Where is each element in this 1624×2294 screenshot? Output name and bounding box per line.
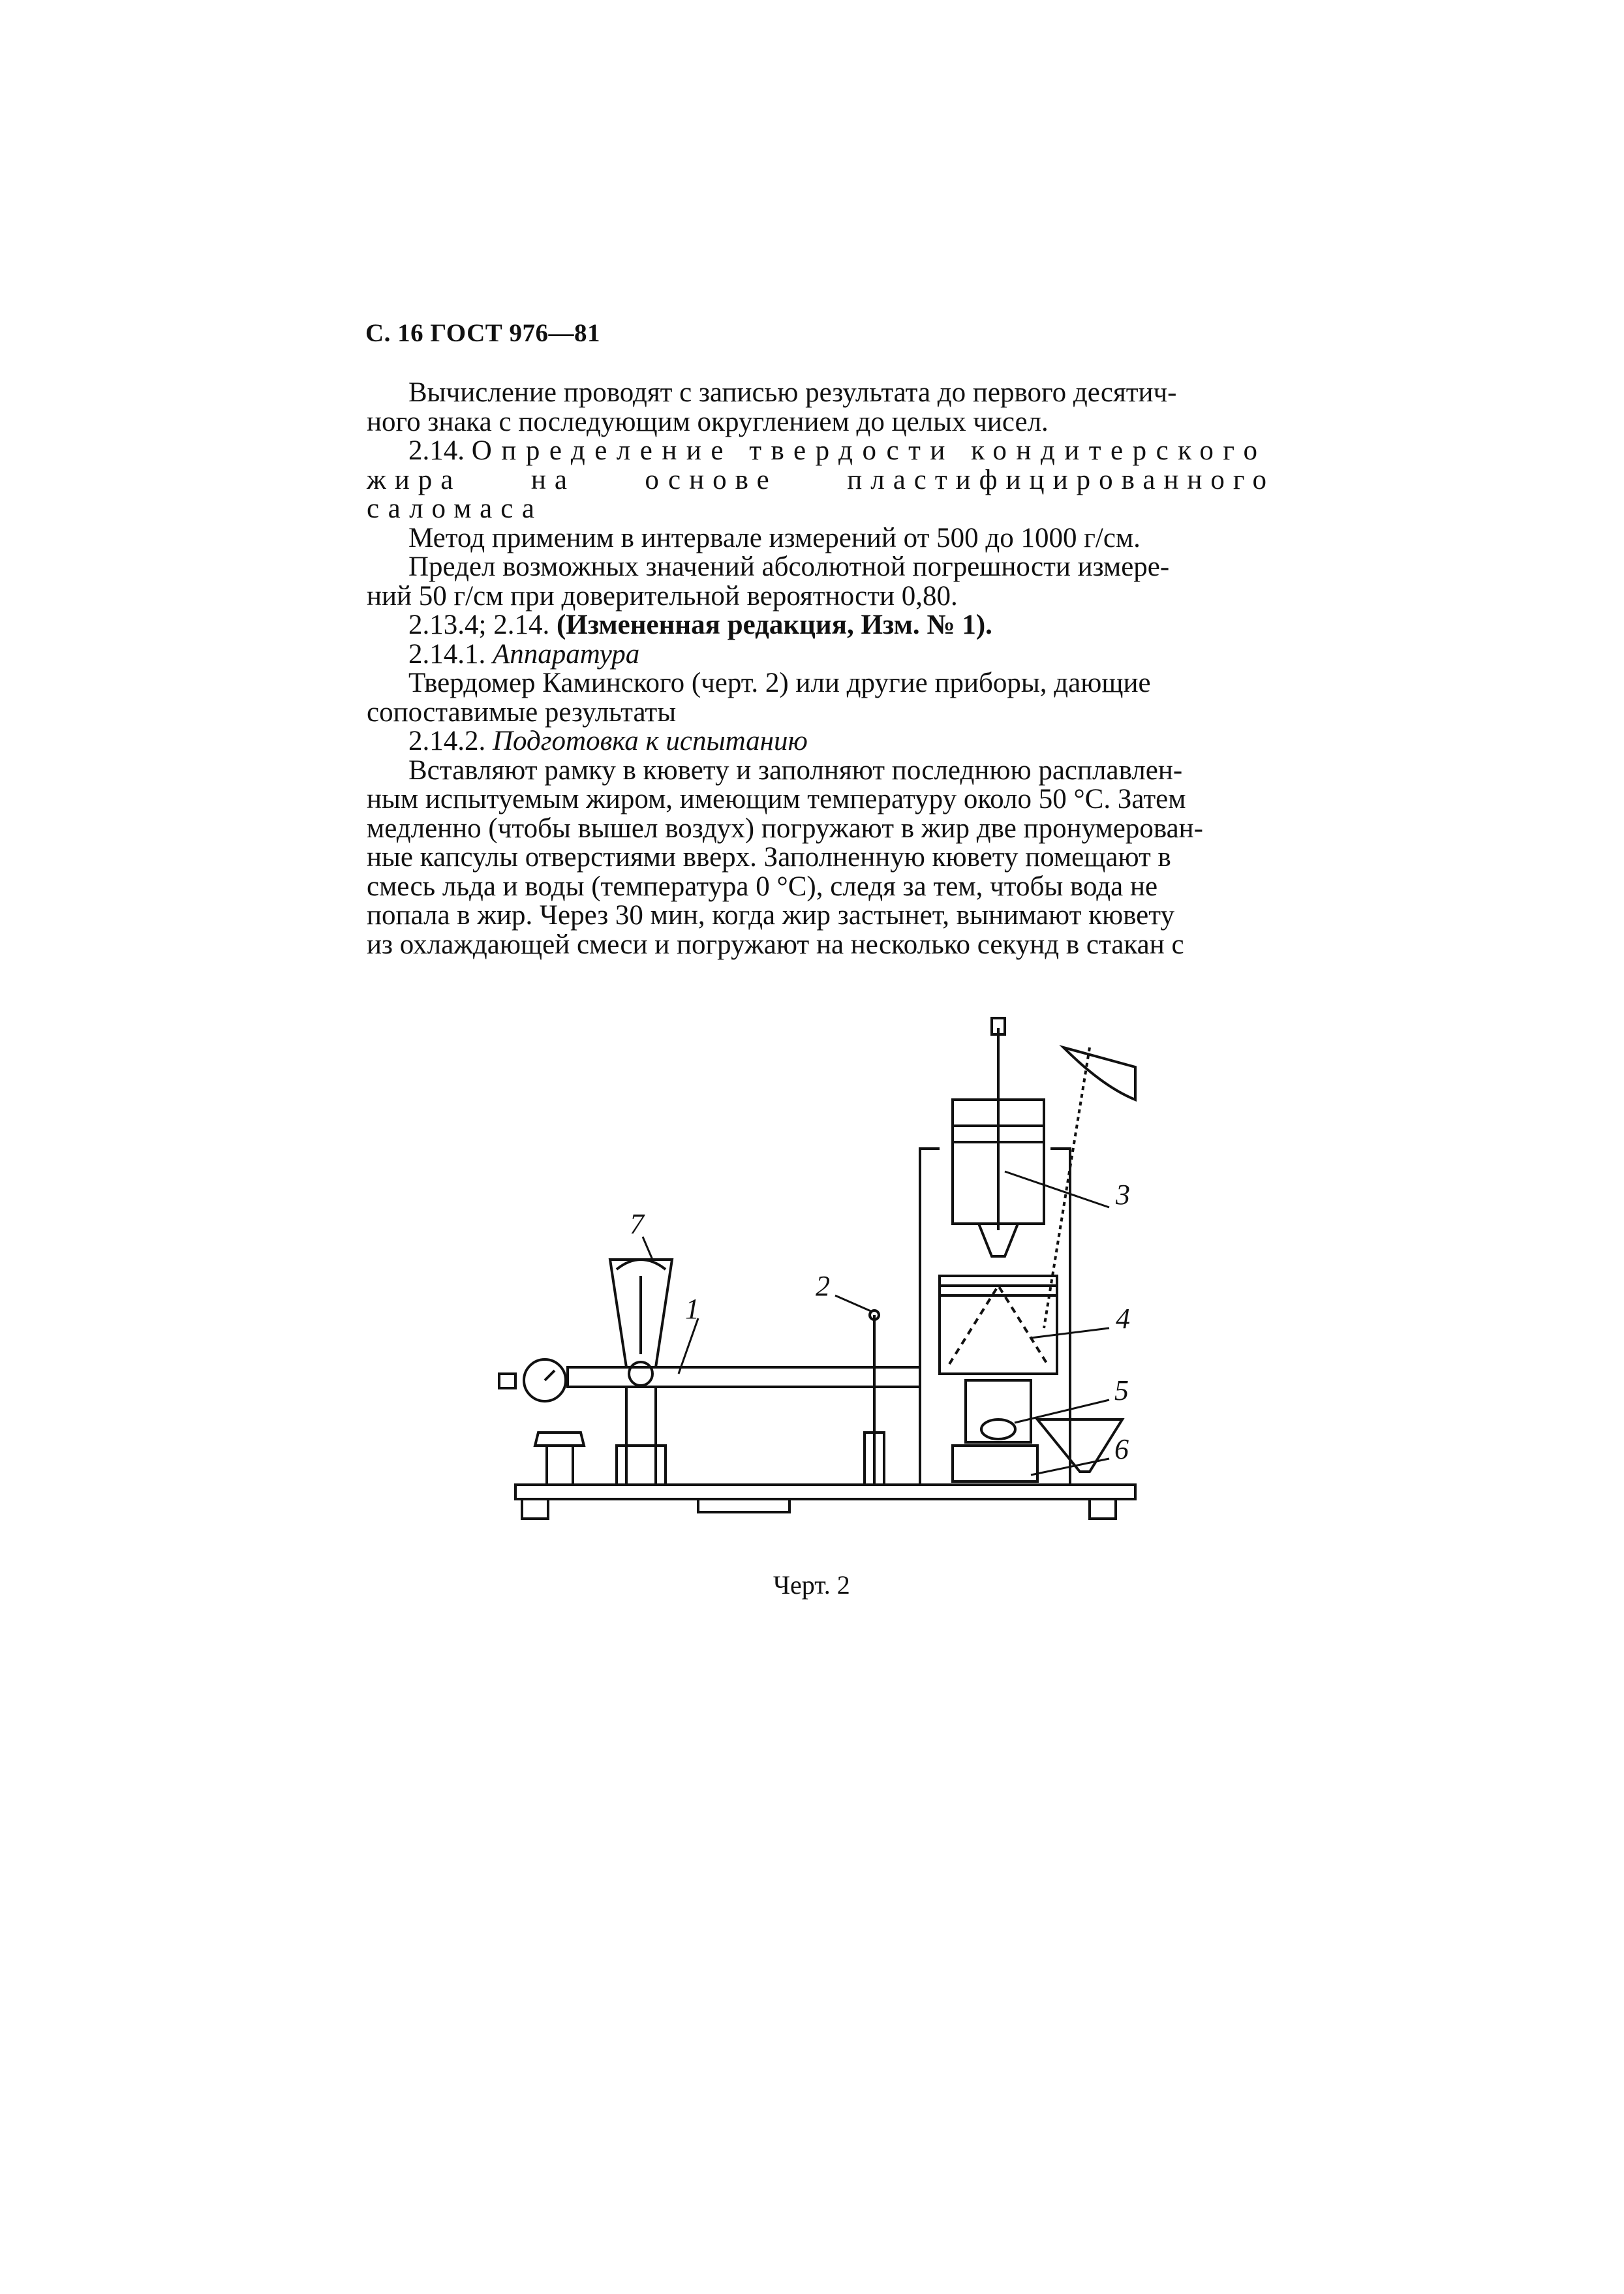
subsection-title: Подготовка к испытанию [493,726,808,756]
label-6: 6 [1114,1433,1129,1465]
body-text [367,379,1275,959]
figure-hardness-tester [483,989,1148,1557]
apparatus-drawing [483,989,1148,1557]
left-stand [547,1446,573,1485]
paragraph-line: ного знака с последующим округлением до целых чисел. [367,406,1049,437]
subsection-heading-2-14-1 [367,640,1275,670]
mechanism-block [966,1380,1031,1442]
label-3: 3 [1116,1179,1130,1211]
base-foot-right [1090,1499,1116,1519]
page-header: С. 16 ГОСТ 976—81 [365,319,600,347]
paragraph-line: ний 50 г/см при доверительной вероятности 0,80. [367,580,958,612]
subsection-heading-2-14-2 [367,727,1275,756]
scale-arc [617,1260,666,1269]
base-bottom-block [698,1499,789,1512]
paragraph-line: сопоставимые результаты [367,696,677,728]
adjust-knob [499,1374,515,1388]
paragraph-line: ным испытуемым жиром, имеющим температуру около 50 °С. Затем [367,784,1186,814]
paragraph-line: Вставляют рамку в кювету и заполняют последнюю расплавлен- [408,754,1183,786]
paragraph-line: ные капсулы отверстиями вверх. Заполненную кювету помещают в [367,842,1171,873]
label-2: 2 [816,1270,830,1302]
left-stand-cap [535,1433,584,1446]
scale-base [617,1446,666,1485]
label-7: 7 [630,1208,644,1240]
paragraph-line: Метод применим в интервале измерений от 500 до 1000 г/см. [408,522,1141,553]
label-1: 1 [685,1293,699,1325]
paragraph-line: Предел возможных значений абсолютной погрешности измере- [408,551,1170,582]
section-title: Определение твердости кондитерского [471,435,1267,466]
paragraph-line: Твердомер Каминского (черт. 2) или другие приборы, дающие [408,668,1151,698]
weight-5 [981,1419,1015,1439]
paragraph-line: из охлаждающей смеси и погружают на несколько секунд в стакан с [367,929,1184,960]
base-plate [515,1485,1135,1499]
section-number: 2.14.1. [408,638,493,670]
paragraph-line: попала в жир. Через 30 мин, когда жир застынет, вынимают кювету [367,900,1174,931]
subsection-title: Аппаратура [493,638,640,670]
paragraph-line: медленно (чтобы вышел воздух) погружают в жир две пронумерован- [367,813,1203,844]
lamp-shade [1064,1047,1135,1100]
light-cone [949,1286,1047,1364]
label-5: 5 [1114,1374,1129,1406]
section-heading-2-14 [367,437,1275,466]
cuvette [940,1276,1057,1374]
section-number: 2.13.4; 2.14. [408,610,557,640]
dial-needle [545,1371,555,1380]
amendment-note [367,611,1275,640]
paragraph-line: Вычисление проводят с записью результата до первого десятич- [408,377,1177,408]
figure-caption: Черт. 2 [773,1570,850,1600]
section-number: 2.14. [408,435,472,466]
frame-right [1050,1149,1070,1485]
pivot [629,1362,652,1386]
paragraph-line: смесь льда и воды (температура 0 °С), следя за тем, чтобы вода не [367,871,1158,902]
section-title-cont: жира на основе пластифицированного саломаса [367,464,1275,524]
section-number: 2.14.2. [408,726,493,756]
label-4: 4 [1116,1303,1130,1335]
amendment-bold: (Измененная редакция, Изм. № 1). [556,610,992,640]
scale-column [626,1387,656,1485]
frame-left [920,1149,940,1485]
platform-6 [953,1446,1037,1481]
base-foot-left [522,1499,548,1519]
lever-beam [568,1367,920,1387]
